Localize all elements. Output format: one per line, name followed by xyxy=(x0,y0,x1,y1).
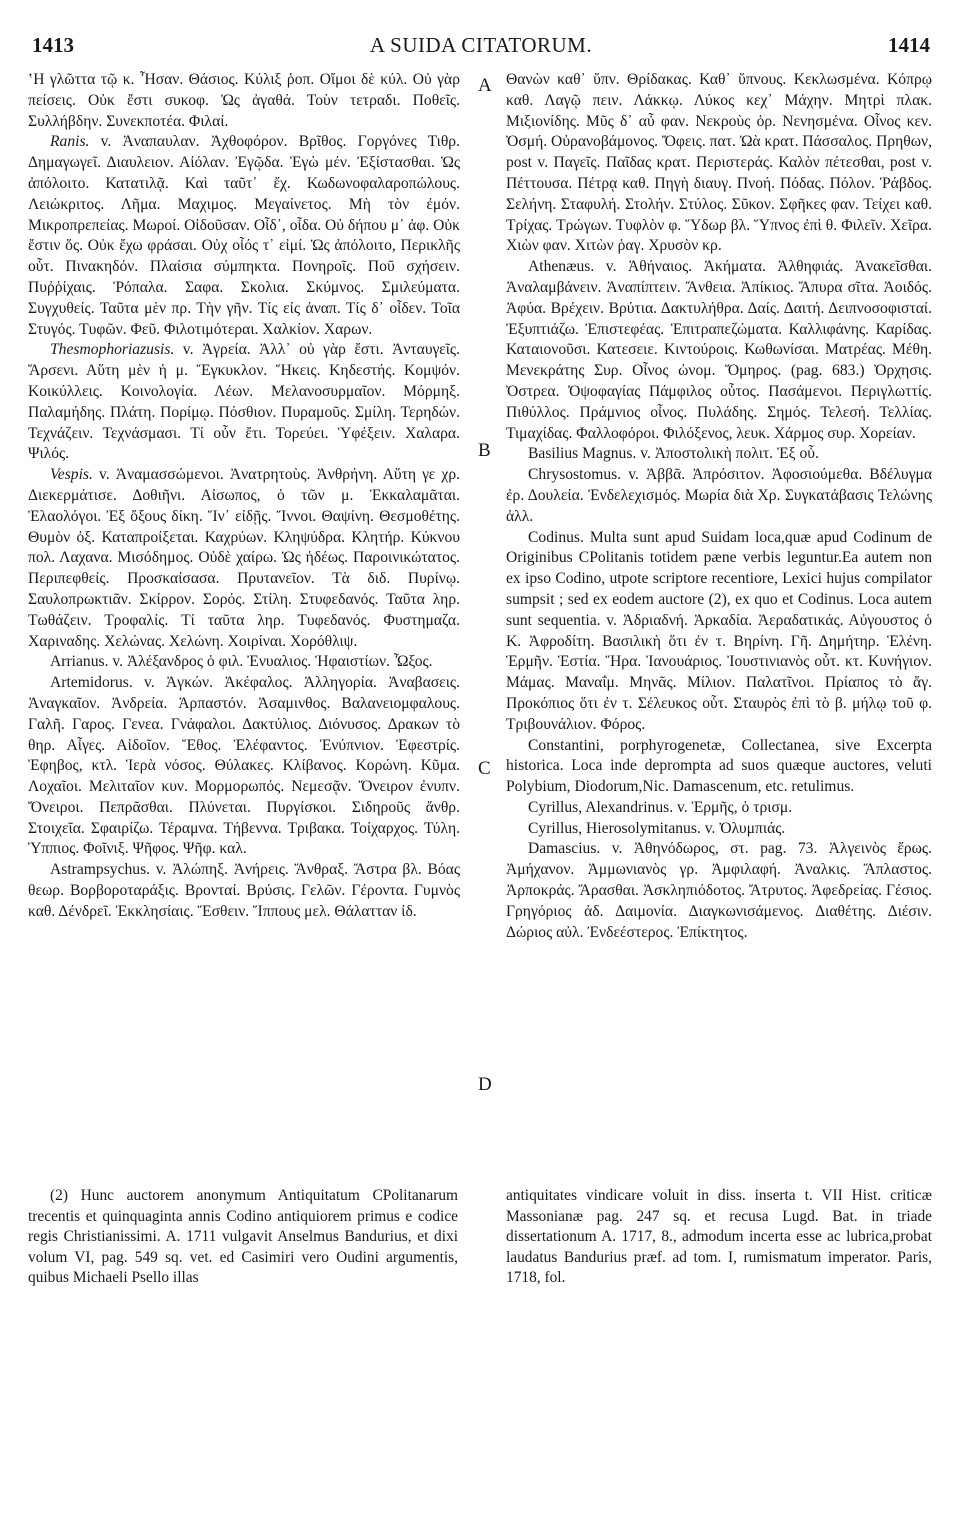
entry-thesmophoriazusis xyxy=(28,340,460,465)
margin-marker-c: C xyxy=(478,758,491,779)
entry-athenaeus: Athenæus. v. Ἀθήναιος. Ἀκήματα. Ἀλθηφιάς. Ἀνακεῖσθαι. Ἀναλαμβάνειν. Ἀναπίπτειν. Ἄνθεια. Ἀπίκιος. Ἄπυρα σῖτα. Ἀοιδός. Ἀφύα. Βρέχειν. Βρύτια. Δακτυλήθρα. Δαίς. Δαιτή. Δειπνοσοφισταί. Ἐξυπτιάζω. Ἐπιστεφέας. Ἐπιτραπεζώματα. Καλλιφάνης. Καρίδας. Καταιονοῦσι. Κατεσειε. Κιντούροις. Κωθωνίσαι. Ματρέας. Μέθη. Μενεκράτης Συρ. Οἶνος ὠνομ. Ὅμηρος. (pag. 683.) Ὀρχησις. Ὀστρεα. Ὀψοφαγίας Πάμφιλος οὗτος. Πασάμενοι. Περιγλωττίς. Πιθύλλος. Πράμνιος οἶνος. Πυλάδης. Σημός. Τελεσή. Τελλίας. Τιμαχίδας. Φαλλοφόροι. Φιλόξενος, λευκ. Χάρμος συρ. Χορείαν. xyxy=(506,258,932,442)
page-number-right: 1414 xyxy=(888,33,930,57)
page-number-left: 1413 xyxy=(32,33,74,57)
footnote-right xyxy=(506,1186,932,1356)
entry-damascius: Damascius. v. Ἀθηνόδωρος, στ. pag. 73. Ἀλγεινὸς ἔρως. Ἀμήχανον. Ἀμμωνιανὸς γρ. Ἀμφιλαφή. Ἀναλκις. Ἄπλαστος. Ἀρποκράς. Ἄρασθαι. Ἀσκληπιόδοτος. Ἄτρυτος. Ἀφεδρείας. Γέσιος. Γρηγόριος ἀδ. Δαιμονία. Διαγκωνισάμενος. Διαθέτης. Διέσιν. Δώριος αὐλ. Ἐνδεέστερος. Ἐπίκτητος. xyxy=(506,840,932,941)
left-column xyxy=(28,70,460,1160)
margin-marker-b: B xyxy=(478,440,491,461)
entry-thesmophoriazusis-head: Thesmophoriazusis. xyxy=(50,341,175,359)
footnote-left xyxy=(28,1186,458,1356)
footnote-left-text: (2) Hunc auctorem anonymum Antiquitatum CPolitanarum trecentis et quinquaginta annis Codino antiquiorem primus e codice regis Christianissimi. A. 1711 vulgavit Anselmus Bandurius, et dixi volum VI, pag. 549 sq. vet. ed Casimiri vero Oudini argumentis, quibus Michaeli Psello illas xyxy=(28,1187,458,1287)
entry-thesmophoriazusis-body: v. Ἀγρεία. Ἀλλ᾽ οὐ γὰρ ἔστι. Ἀνταυγεῖς. Ἄρσενι. Αὕτη μὲν ἡ μ. Ἔγκυκλον. Ἥκεις. Κηδεστής. Κομψόν. Κοικύλλεις. Κοινολογία. Λέων. Μελανοσυρμαῖον. Μόρμηξ. Παλαμήδης. Πλάτη. Πορίμῳ. Πόσθιον. Πυραμοῦς. Σμίλη. Τερηδών. Τεχνάζειν. Τεχνάσμασι. Τί οὖν ἔτι. Τορεύει. Ὑφέξειν. Χαλαρα. Ψιλός. xyxy=(28,341,460,463)
entry-chrysostomus: Chrysostomus. v. Ἀββᾶ. Ἀπρόσιτον. Ἀφοσιούμεθα. Βδέλυγμα ἐρ. Δουλεία. Ἐνδελεχισμός. Μωρία διὰ Χρ. Συγκατάβασις Τελώνης ἀλλ. xyxy=(506,466,932,525)
margin-marker-a: A xyxy=(478,75,492,96)
entry-vespis-head: Vespis. xyxy=(50,466,93,484)
running-title: A SUIDA CITATORUM. xyxy=(369,33,593,57)
left-continuation: ʽΗ γλῶττα τῷ κ. Ἦσαν. Θάσιος. Κύλιξ ῥοπ. Οἴμοι δὲ κύλ. Οὐ γὰρ πείσεις. Οὐκ ἔστι συκοφ. Ὡς ἀγαθά. Τοὺν τετραδι. Ποθεῖς. Συλλήβδην. Συνεκποτέα. Φιλαί. xyxy=(28,71,460,130)
entry-vespis xyxy=(28,465,460,652)
margin-marker-d: D xyxy=(478,1074,492,1095)
entry-codinus: Codinus. Multa sunt apud Suidam loca,quæ apud Codinum de Originibus CPolitanis totidem pæne verbis leguntur.Ea autem non ex ipso Codino, utpote scriptore recentiore, Lexici hujus compilator sumpsit ; sed ex eodem auctore (2), ex quo et Codinus. Loca autem sunt sequentia. v. Ἀδριαδνή. Ἀρκαδία. Ἀεραδατικάς. Αὐγουστος ὁ Κ. Ἀφροδίτη. Βασιλικὴ ὅτι ἐν τ. Βηρίνη. Γῆ. Δημήτηρ. Ἑλένη. Ἑρμῆν. Ἑστία. Ἥρα. Ἰανουάριος. Ἰουστινιανὸς οὗτ. κτ. Κυνήγιον. Μάμας. Μαναΐμ. Μηνᾶς. Μίλιον. Παλατῖνοι. Πρίαπος τὸ ἄγ. Προκόπιος ὅτι ἐν τ. Σέλευκος οὗτ. Σταυρὸς ἐπὶ τὸ β. μήλῳ τοῦ φ. Τριβουνάλιον. Φόρος. xyxy=(506,528,932,733)
entry-cyrillus-alexandrinus: Cyrillus, Alexandrinus. v. Ἑρμῆς, ὁ τρισμ. xyxy=(528,798,793,816)
entry-basilius: Basilius Magnus. v. Ἀποστολικὴ πολιτ. Ἐξ οὗ. xyxy=(528,445,819,463)
entry-ranis-head: Ranis. xyxy=(50,133,90,151)
running-header xyxy=(32,33,930,63)
entry-artemidorus: Artemidorus. v. Ἀγκών. Ἀκέφαλος. Ἀλληγορία. Ἀναβασεις. Ἀναγκαῖον. Ἀνδρεία. Ἁρπαστόν. Ἀσαμινθος. Βαλανειομφαλους. Γαλῆ. Γαρος. Γενεα. Γνάφαλοι. Δακτύλιος. Διόνυσος. Δρακων τὸ θηρ. Αἶγες. Αἰδοῖον. Ἔθος. Ἐλέφαντος. Ἐνύπνιον. Ἐφεστρίς. Ἐφηβος, κτλ. Ἱερὰ νόσος. Θύλακες. Κλίβανος. Κορώνη. Κῦμα. Λοχαῖοι. Μελιταῖον κυν. Μορμορωπός. Νεμεσᾷν. Ὄνειρον ἐνυπν. Ὄνειροι. Πεπρᾶσθαι. Πλύνεται. Πυργίσκοι. Σιδηροῦς ἄνθρ. Στοιχεῖα. Σφαιρίζω. Τέραμνα. Τήβεννα. Τριβακα. Τοίχαρχος. Τύλη. Ὑππιος. Φοῖνιξ. Ψῆφος. Ψῆφ. καλ. xyxy=(28,674,460,858)
entry-ranis xyxy=(28,132,460,340)
right-column xyxy=(506,70,932,1160)
footnote-right-text: antiquitates vindicare voluit in diss. inserta t. VII Hist. criticæ Massonianæ pag. 247 sq. et recusa Lugd. Bat. in triade dissertationum A. 1717, 8., admodum incerta esse ac lubrica,probat laudatus Bandurius præf. ad tom. I, rumismatum imperator. Paris, 1718, fol. xyxy=(506,1187,932,1287)
entry-astrampsychus: Astrampsychus. v. Ἀλώπηξ. Ἀνήρεις. Ἄνθραξ. Ἄστρα βλ. Βόας θεωρ. Βορβοροταράξις. Βρονταί. Βρύσις. Γελῶν. Γέροντα. Γυμνὸς καθ. Δένδρεῖ. Ἐκκλησίαις. Ἔσθειν. Ἵππους μελ. Θάλατταν ἰδ. xyxy=(28,861,460,920)
entry-constantini: Constantini, porphyrogenetæ, Collectanea, sive Excerpta historica. Loca inde deprompta ad suos quæque auctores, veluti Polybium, Diodorum,Nic. Damascenum, etc. retulimus. xyxy=(506,736,932,796)
entry-arrianus: Arrianus. v. Ἀλέξανδρος ὁ φιλ. Ἐνυαλιος. Ἡφαιστίων. Ὦξος. xyxy=(50,653,433,671)
entry-vespis-body: v. Ἀναμασσώμενοι. Ἀνατρητοὺς. Ἀνθρήνη. Αὕτη γε χρ. Διεκερμάτισε. Δοθιῆνι. Αἰσωπος, ὁ τῶν μ. Ἐκκαλαμᾶται. Ἐλαολόγοι. Ἐξ ὄξους δίκη. Ἵν᾽ εἰδῇς. Ἴννοι. Θαψίνη. Θεσμοθέτης. Θυμὸν ὀξ. Καταπροίξεται. Καχρύων. Κληψύδρα. Κλητήρ. Κύκνου πολ. Λαχανα. Μισόδημος. Οὐδὲ χαίρω. Ὡς ἡδέως. Παροινικώτατος. Περιπεφθείς. Προσκαίσασα. Πρυτανεῖον. Τὰ διδ. Πυρίνῳ. Σαυλοπρωκτιᾶν. Σκίρρον. Σορός. Στίλη. Στυφεδανός. Ταῦτα ληρ. Τωθάζειν. Τροφαλίς. Τί ταῦτα ληρ. Τυφεδανός. Φυστημαζα. Χαριναδης. Χελώνας. Χελώνη. Χοιρίναι. Χορόθλιψ. xyxy=(28,466,460,650)
entry-ranis-body: v. Ἀναπαυλαν. Ἀχθοφόρον. Βρῖθος. Γοργόνες Τιθρ. Δημαγωγεῖ. Διαυλειον. Αἰόλαν. Ἐγῷδα. Ἐγὼ μέν. Ἐξίστασθαι. Ὡς ἀπόλοιτο. Κατατιλᾷ. Καὶ ταῦτ᾽ ἔχ. Κωδωνοφαλαροπώλους. Λειώκριτος. Λῆμα. Μαχιμος. Μεγαίνετος. Μὴ τὸν ἐμόν. Μικροπρεπείας. Μωροί. Οἰδοῦσαν. Οἶδ᾽, οἶδα. Οὐ δήπου μ᾽ ἀφ. Οὐκ ἔστιν ὅς. Οὐκ ἔχω φράσαι. Οὐχ οἷός τ᾽ εἰμί. Ὡς ἀπόλοιτο, Περικλῆς οὗτ. Πινακηδόν. Πλαίσια σύμπηκτα. Πονηροῖς. Ποῦ σχήσειν. Πυῤῥίχαις. Ῥόπαλα. Σαφα. Σκολια. Σκύμνος. Σμιλεύματα. Συγχυθείς. Ταῦτα μὲν πρ. Τὴν γῆν. Τίς εἰς ἀναπ. Τίς δ᾽ οἶδεν. Τοῖα Στυγός. Τυφῶν. Φεῦ. Φιλοτιμότεραι. Χαλκίον. Χαρων. xyxy=(28,133,460,338)
right-continuation: Θανὼν καθ᾽ ὕπν. Θρίδακας. Καθ᾽ ὕπνους. Κεκλωσμένα. Κόπρῳ καθ. Λαγῷ πειν. Λάκκῳ. Λύκος κεχ᾽ Μάχην. Μητρὶ πλακ. Μιξιονίδης. Μῦς δ᾽ αὖ φαν. Νεκροὺς ὁρ. Νενησμένα. Οἶνος κεν. Ὀσμή. Οὐρανοβάμονος. Ὄφεις. πατ. Ὠὰ κρατ. Πάσσαλος. Πρηθων, post v. Παγεῖς. Παῖδας κρατ. Περιστεράς. Καλὸν πέτεσθαι, post v. Πέττουσα. Πέτρᾳ καθ. Πηγὴ διαυγ. Πνοή. Πόδας. Πόλον. Ῥάβδος. Σελήνη. Σταφυλή. Στολήν. Στύλος. Σῦκον. Σφῆκες φαν. Τείχει καθ. Τρίχας. Τρώγων. Τυφλὸν φ. Ὕδωρ βλ. Ὕπνος ἐπὶ θ. Φιλεῖν. Χεῖρα. Χιὼν φαν. Χιτὼν ῥαγ. Χρυσὸν κρ. xyxy=(506,71,932,255)
entry-cyrillus-hierosolymitanus: Cyrillus, Hierosolymitanus. v. Ὀλυμπιάς. xyxy=(528,819,786,837)
